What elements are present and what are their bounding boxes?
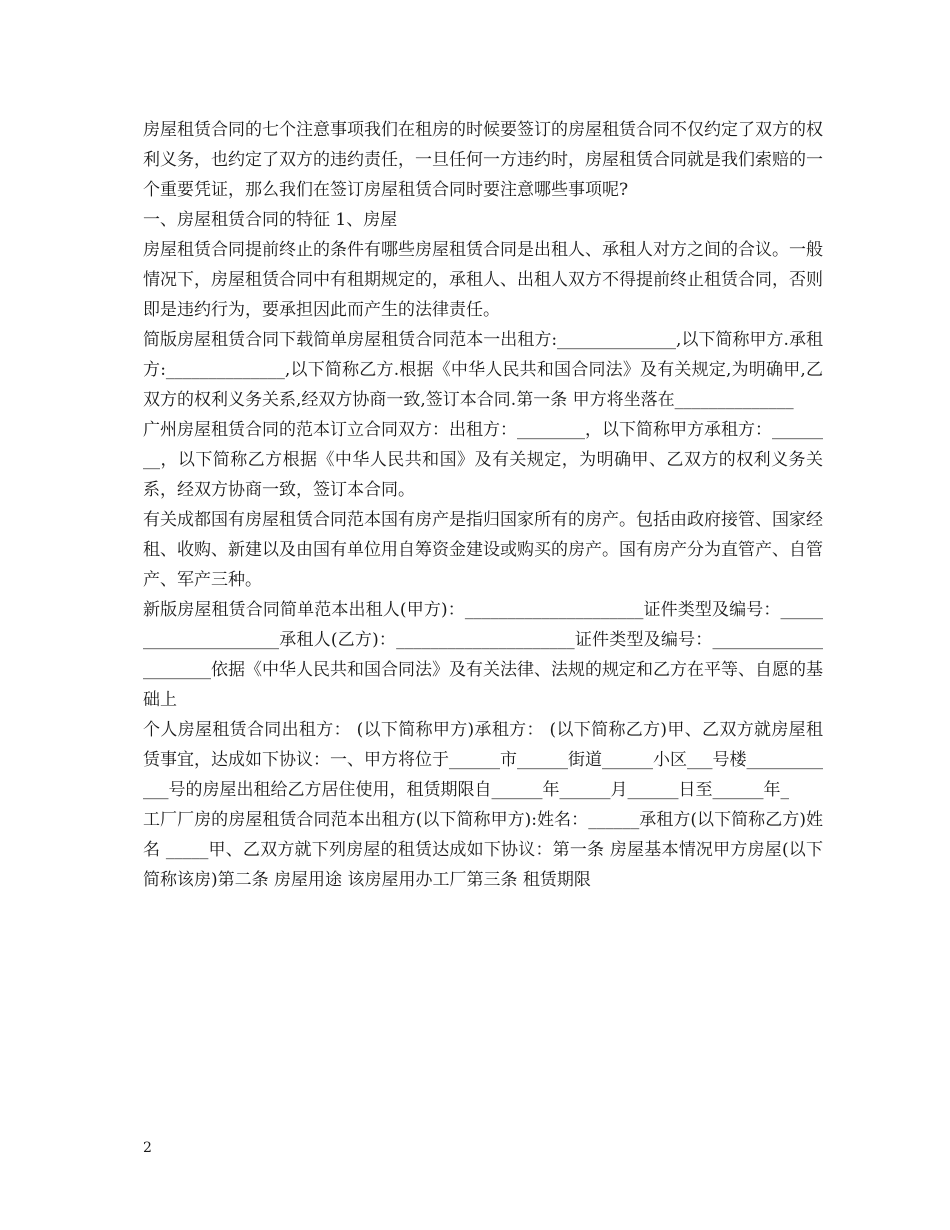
paragraph-guangzhou-contract: 广州房屋租赁合同的范本订立合同双方：出租方：________，以下简称甲方承租方：________，以下简称乙方根据《中华人民共和国》及有关规定，为明确甲、乙双方的权利义务关系，经双方协商一致，签订本合同。 xyxy=(143,420,823,500)
paragraph-early-termination: 房屋租赁合同提前终止的条件有哪些房屋租赁合同是出租人、承租人对方之间的合议。一般情况下，房屋租赁合同中有租期规定的，承租人、出租人双方不得提前终止租赁合同，否则即是违约行为，要承担因此而产生的法律责任。 xyxy=(143,240,823,320)
paragraph-new-contract: 新版房屋租赁合同简单范本出租人(甲方)：_____________________证件类型及编号：_____________________承租人(乙方)：_____________________证件类型及编号：_____________________依据《中华人民共和国合同法》及有关法律、法规的规定和乙方在平等、自愿的基础上 xyxy=(143,600,823,710)
paragraph-chengdu-state-housing: 有关成都国有房屋租赁合同范本国有房产是指归国家所有的房产。包括由政府接管、国家经租、收购、新建以及由国有单位用自筹资金建设或购买的房产。国有房产分为直管产、自管产、军产三种。 xyxy=(143,510,823,590)
paragraph-factory-contract: 工厂厂房的房屋租赁合同范本出租方(以下简称甲方):姓名：______承租方(以下简称乙方)姓名 _____甲、乙双方就下列房屋的租赁达成如下协议：第一条 房屋基本情况甲方房屋(以下简称该房)第二条 房屋用途 该房屋用办工厂第三条 租赁期限 xyxy=(143,810,823,890)
document-body xyxy=(143,115,823,895)
paragraph-intro: 房屋租赁合同的七个注意事项我们在租房的时候要签订的房屋租赁合同不仅约定了双方的权利义务，也约定了双方的违约责任，一旦任何一方违约时，房屋租赁合同就是我们索赔的一个重要凭证，那么我们在签订房屋租赁合同时要注意哪些事项呢? xyxy=(143,120,823,200)
page-number: 2 xyxy=(143,1140,152,1156)
paragraph-heading: 一、房屋租赁合同的特征 1、房屋 xyxy=(143,210,398,230)
paragraph-personal-contract: 个人房屋租赁合同出租方： (以下简称甲方)承租方： (以下简称乙方)甲、乙双方就房屋租赁事宜，达成如下协议：一、甲方将位于______市______街道______小区___号楼____________号的房屋出租给乙方居住使用，租赁期限自______年______月______日至______年_ xyxy=(143,720,823,800)
paragraph-simple-contract: 简版房屋租赁合同下载简单房屋租赁合同范本一出租方:______________,以下简称甲方.承租方:______________,以下简称乙方.根据《中华人民共和国合同法》及有关规定,为明确甲,乙双方的权利义务关系,经双方协商一致,签订本合同.第一条 甲方将坐落在______________ xyxy=(143,330,823,410)
